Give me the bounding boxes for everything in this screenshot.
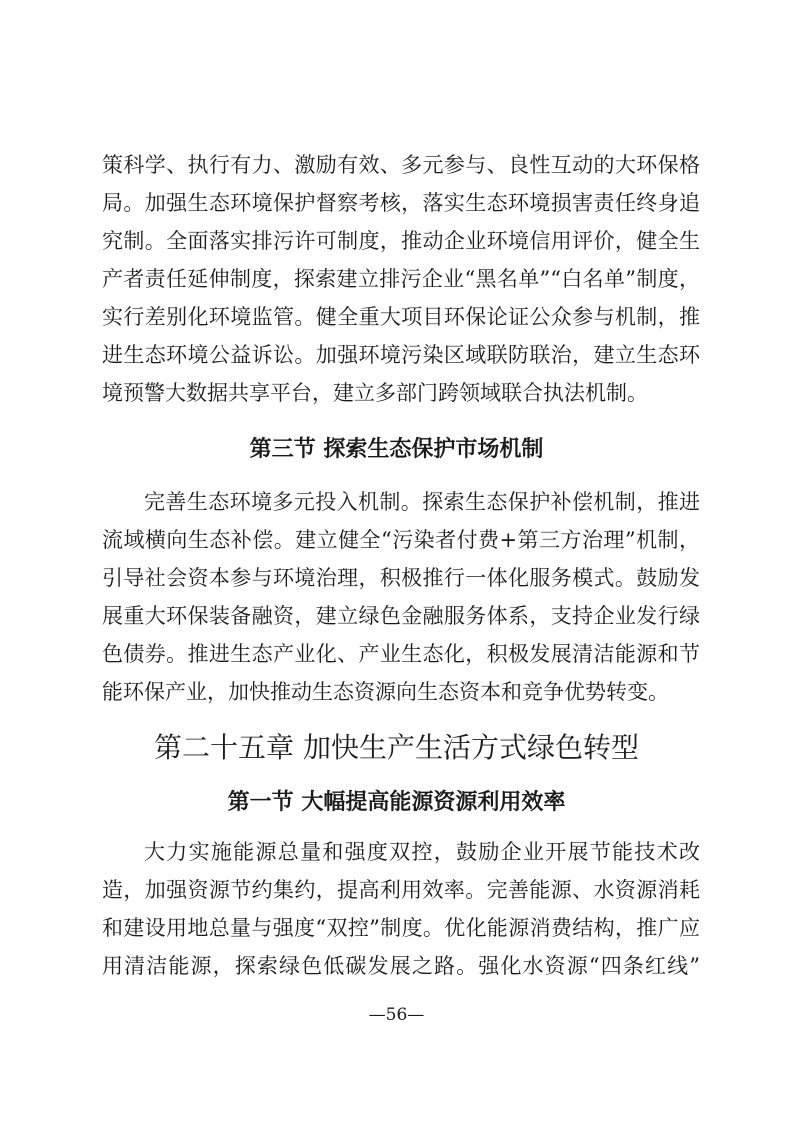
text-line: 和建设用地总量与强度“双控”制度。优化能源消费结构，推广应 [102, 916, 700, 940]
text-line: 色债券。推进生态产业化、产业生态化，积极发展清洁能源和节 [102, 642, 700, 666]
text-line: 流域横向生态补偿。建立健全“污染者付费+第三方治理”机制， [102, 528, 700, 552]
text-line: 实行差别化环境监管。健全重大项目环保论证公众参与机制，推 [102, 305, 700, 329]
text-line: 能环保产业，加快推动生态资源向生态资本和竞争优势转变。 [102, 680, 669, 704]
text-line: 用清洁能源，探索绿色低碳发展之路。强化水资源“四条红线” [102, 954, 700, 978]
text-line: 产者责任延伸制度，探索建立排污企业“黑名单”“白名单”制度， [102, 267, 700, 291]
text-line: 引导社会资本参与环境治理，积极推行一体化服务模式。鼓励发 [102, 566, 700, 590]
text-line: 局。加强生态环境保护督察考核，落实生态环境损害责任终身追 [102, 191, 700, 215]
text-line: 境预警大数据共享平台，建立多部门跨领域联合执法机制。 [102, 381, 648, 405]
text-line: 大力实施能源总量和强度双控，鼓励企业开展节能技术改 [144, 840, 700, 864]
page-number: —56— [368, 1005, 425, 1025]
text-line: 进生态环境公益诉讼。加强环境污染区域联防联治，建立生态环 [102, 343, 700, 367]
text-line: 展重大环保装备融资，建立绿色金融服务体系，支持企业发行绿 [102, 604, 700, 628]
text-line: 造，加强资源节约集约，提高利用效率。完善能源、水资源消耗 [102, 878, 700, 902]
text-line: 究制。全面落实排污许可制度，推动企业环境信用评价，健全生 [102, 229, 700, 253]
paragraph-energy-control [102, 833, 700, 985]
paragraph-ecological-investment [102, 483, 700, 711]
section-heading-resource-efficiency: 第一节 大幅提高能源资源利用效率 [227, 790, 566, 815]
chapter-heading-green-transformation: 第二十五章 加快生产生活方式绿色转型 [154, 731, 639, 764]
section-heading-market-mechanism: 第三节 探索生态保护市场机制 [249, 437, 544, 462]
paragraph-environmental-governance [102, 146, 700, 412]
text-line: 策科学、执行有力、激励有效、多元参与、良性互动的大环保格 [102, 153, 700, 177]
text-line: 完善生态环境多元投入机制。探索生态保护补偿机制，推进 [144, 490, 700, 514]
